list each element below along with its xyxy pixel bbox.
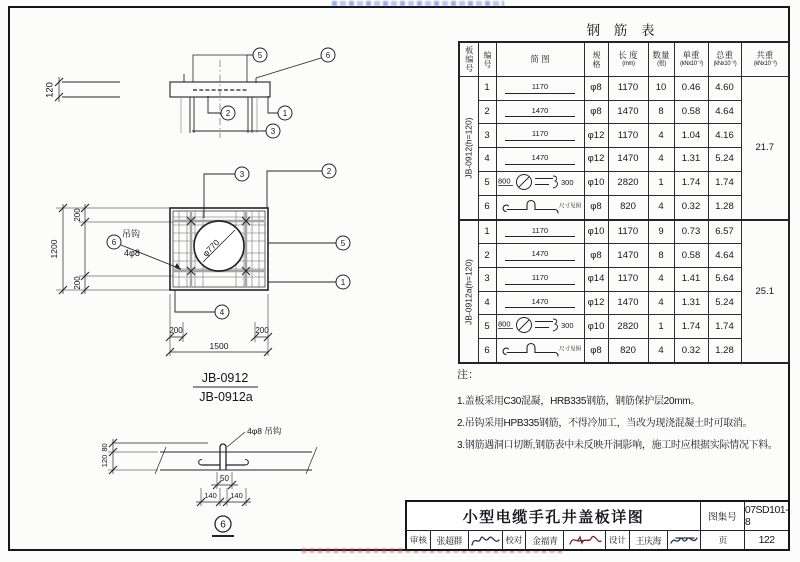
bar-sketch-cell — [496, 339, 584, 363]
sketch-dim-label: 1170 — [531, 273, 549, 283]
bar-sketch-line — [497, 221, 584, 244]
review-signature — [468, 531, 502, 549]
header-length: 长 度 (mm) — [608, 42, 648, 77]
sketch-dim-label: 1470 — [531, 153, 549, 163]
bar-sketch-cell — [496, 195, 584, 219]
plan-width-dim: 1500 — [209, 341, 229, 351]
callout-bubble-3: 3 — [270, 127, 276, 136]
plan-callout-3: 3 — [239, 170, 245, 179]
bar-spec-cell: φ10 — [584, 171, 608, 195]
callout-bubble-2: 2 — [225, 109, 231, 118]
svg-text:300: 300 — [561, 321, 574, 331]
bar-length-cell: 1170 — [608, 124, 648, 148]
rebar-row — [459, 244, 789, 268]
bar-qty-cell: 8 — [648, 244, 674, 268]
bar-sketch-line — [497, 77, 584, 100]
bar-no-cell: 5 — [478, 171, 496, 195]
detail-bubble-6: 6 — [220, 519, 226, 531]
bar-length-cell: 1470 — [608, 148, 648, 172]
title-block — [405, 500, 790, 551]
header-sketch: 简 图 — [496, 42, 584, 77]
bar-line-glyph — [505, 236, 575, 237]
signature-stroke — [469, 533, 501, 548]
bar-total-weight-cell: 4.64 — [708, 244, 741, 268]
bar-sketch-line — [497, 148, 584, 171]
bar-no-cell: 2 — [478, 100, 496, 124]
bar-sketch-line — [497, 292, 584, 315]
design-signature — [667, 531, 701, 549]
notes — [457, 366, 790, 457]
bar-no-cell: 4 — [478, 291, 496, 315]
bar-sketch-cell — [496, 77, 584, 101]
bar-sketch-cell — [496, 100, 584, 124]
header-total-weight: 总重 (kNx10⁻²) — [708, 42, 741, 77]
plan-callout-1: 1 — [340, 278, 346, 287]
hook-spec-label: 4φ8 — [124, 248, 140, 258]
bar-unit-weight-cell: 1.74 — [674, 315, 708, 339]
bar-spec-cell: φ8 — [584, 100, 608, 124]
plan-title-line1: JB-0912 — [201, 371, 249, 385]
title-block-row1 — [407, 502, 788, 531]
plan-top-seg-dim: 200 — [73, 208, 82, 222]
rebar-row — [459, 268, 789, 292]
bar-line-glyph — [505, 260, 575, 261]
bar-line-glyph — [505, 307, 575, 308]
bar-qty-cell: 4 — [648, 195, 674, 219]
rebar-table — [458, 41, 790, 364]
callout-bubble-1: 1 — [282, 109, 288, 118]
review-label: 审核 — [409, 535, 427, 545]
sketch-dim-label: 1470 — [531, 105, 549, 115]
notes-label: 注： — [457, 369, 479, 381]
bar-spec-cell: φ12 — [584, 124, 608, 148]
plan-bottom-seg-dim: 200 — [73, 276, 82, 290]
bar-no-cell: 4 — [478, 148, 496, 172]
bar-sketch-cell — [496, 268, 584, 292]
bar-total-weight-cell: 5.24 — [708, 148, 741, 172]
check-signature — [563, 531, 605, 549]
bar-spec-cell: φ14 — [584, 268, 608, 292]
bar-spec-cell: φ8 — [584, 195, 608, 219]
sketch-dim-label: 1170 — [531, 225, 549, 235]
signature-stroke — [668, 533, 700, 548]
bar-total-weight-cell: 1.74 — [708, 315, 741, 339]
sketch-dim-label: 1170 — [531, 82, 549, 92]
rebar-row — [459, 171, 789, 195]
bar-total-weight-cell: 6.57 — [708, 220, 741, 244]
bar-sketch-line — [497, 101, 584, 124]
bar-sketch-cell — [496, 124, 584, 148]
plate-id-cell: JB-0912(h=120) — [459, 77, 478, 220]
sum-weight-cell: 21.7 — [741, 77, 789, 220]
bar-total-weight-cell: 1.28 — [708, 195, 741, 219]
rebar-row — [459, 195, 789, 219]
atlas-no-label: 图集号 — [700, 502, 744, 530]
bar-spec-cell: φ10 — [584, 315, 608, 339]
bar-no-cell: 6 — [478, 339, 496, 363]
bar-total-weight-cell: 4.16 — [708, 124, 741, 148]
bar-line-glyph — [505, 93, 575, 94]
bar-total-weight-cell: 5.64 — [708, 268, 741, 292]
page-label: 页 — [700, 531, 744, 549]
hook-left-dim: 140 — [204, 491, 217, 500]
bar-qty-cell: 4 — [648, 148, 674, 172]
bar-unit-weight-cell: 0.58 — [674, 100, 708, 124]
header-unit-weight: 单重 (kNx10⁻²) — [674, 42, 708, 77]
bar-sketch-line — [497, 124, 584, 147]
hole-diameter-label: φ770 — [200, 237, 222, 259]
callout-bubble-5: 5 — [257, 51, 263, 60]
bar-unit-weight-cell: 1.31 — [674, 148, 708, 172]
bar-sketch-cell — [496, 315, 584, 339]
bar-line-glyph — [505, 164, 575, 165]
bar-no-cell: 3 — [478, 124, 496, 148]
svg-text:尺寸见图: 尺寸见图 — [559, 203, 582, 210]
bar-qty-cell: 4 — [648, 124, 674, 148]
sheet-title: 小型电缆手孔井盖板详图 — [462, 508, 645, 526]
bar-total-weight-cell: 4.64 — [708, 100, 741, 124]
sum-weight-cell: 25.1 — [741, 220, 789, 364]
bar-length-cell: 2820 — [608, 315, 648, 339]
bar-unit-weight-cell: 1.04 — [674, 124, 708, 148]
bar-spec-cell: φ10 — [584, 220, 608, 244]
bar-no-cell: 5 — [478, 315, 496, 339]
bar-unit-weight-cell: 1.74 — [674, 171, 708, 195]
bar-sketch-cell — [496, 244, 584, 268]
bar-qty-cell: 1 — [648, 315, 674, 339]
bar-length-cell: 820 — [608, 195, 648, 219]
bar-total-weight-cell: 1.74 — [708, 171, 741, 195]
bar-sketch-line — [497, 244, 584, 267]
rebar-row — [459, 339, 789, 363]
bar-line-glyph — [505, 140, 575, 141]
check-name: 金福青 — [525, 531, 563, 549]
bar-no-cell: 3 — [478, 268, 496, 292]
rebar-row — [459, 100, 789, 124]
bar-qty-cell: 4 — [648, 339, 674, 363]
rebar-row — [459, 315, 789, 339]
rebar-row — [459, 77, 789, 101]
hoop-sketch — [497, 172, 583, 192]
hook-sketch — [497, 339, 583, 359]
plan-height-dim: 1200 — [49, 239, 59, 259]
plan-left-seg-dim: 200 — [169, 326, 183, 335]
bar-total-weight-cell: 5.24 — [708, 291, 741, 315]
hook-label: 吊钩 — [122, 229, 141, 239]
plan-title — [193, 371, 258, 404]
design-label: 设计 — [605, 531, 629, 549]
note-item-1: 1.盖板采用C30混凝，HRB335钢筋，钢筋保护层20mm。 — [457, 396, 700, 407]
bar-length-cell: 1170 — [608, 268, 648, 292]
svg-text:尺寸见图: 尺寸见图 — [559, 346, 582, 353]
bar-length-cell: 1170 — [608, 220, 648, 244]
title-block-row2 — [407, 531, 788, 549]
rebar-row — [459, 124, 789, 148]
bar-length-cell: 1470 — [608, 100, 648, 124]
svg-text:300: 300 — [561, 177, 574, 187]
header-sum-weight: 共重 (kNx10⁻²) — [741, 42, 789, 77]
plan-right-seg-dim: 200 — [255, 326, 269, 335]
bar-no-cell: 6 — [478, 195, 496, 219]
header-bar-no: 编号 — [478, 42, 496, 77]
hook-above-dim: 80 — [100, 443, 109, 452]
bar-no-cell: 1 — [478, 77, 496, 101]
check-label: 校对 — [502, 531, 526, 549]
hook-detail-label: 4φ8 吊钩 — [247, 426, 282, 436]
plan-view — [49, 164, 350, 356]
bar-qty-cell: 9 — [648, 220, 674, 244]
rebar-row — [459, 148, 789, 172]
bar-length-cell: 1470 — [608, 244, 648, 268]
bar-sketch-cell — [496, 171, 584, 195]
design-name: 王庆海 — [629, 531, 667, 549]
sketch-dim-label: 1470 — [531, 249, 549, 259]
bar-length-cell: 1170 — [608, 77, 648, 101]
bar-qty-cell: 4 — [648, 291, 674, 315]
bar-total-weight-cell: 1.28 — [708, 339, 741, 363]
svg-text:800: 800 — [498, 319, 511, 329]
table-header-row — [459, 42, 789, 77]
section-thickness-dim: 120 — [44, 82, 56, 98]
bar-unit-weight-cell: 0.58 — [674, 244, 708, 268]
bar-spec-cell: φ12 — [584, 291, 608, 315]
bar-spec-cell: φ8 — [584, 339, 608, 363]
bar-spec-cell: φ12 — [584, 148, 608, 172]
header-plate-no: 板编号 — [459, 42, 478, 77]
atlas-no-value: 07SD101-8 — [744, 504, 788, 528]
bar-length-cell: 820 — [608, 339, 648, 363]
review-name: 张超群 — [430, 531, 468, 549]
bar-unit-weight-cell: 0.46 — [674, 77, 708, 101]
callout-bubble-6: 6 — [325, 51, 331, 60]
bar-unit-weight-cell: 0.32 — [674, 195, 708, 219]
bar-unit-weight-cell: 0.73 — [674, 220, 708, 244]
svg-text:800: 800 — [498, 176, 511, 186]
rebar-row — [459, 220, 789, 244]
bar-sketch-cell — [496, 220, 584, 244]
bar-sketch-line — [497, 268, 584, 291]
plan-callout-2: 2 — [326, 167, 332, 176]
hook-sketch — [497, 196, 583, 216]
rebar-row — [459, 291, 789, 315]
section-view — [45, 48, 336, 138]
plan-callout-6: 6 — [111, 238, 117, 247]
bar-length-cell: 1470 — [608, 291, 648, 315]
hook-thickness-dim: 120 — [100, 454, 109, 468]
bar-qty-cell: 1 — [648, 171, 674, 195]
bar-line-glyph — [505, 284, 575, 285]
sketch-dim-label: 1470 — [531, 296, 549, 306]
bar-unit-weight-cell: 1.41 — [674, 268, 708, 292]
bar-qty-cell: 8 — [648, 100, 674, 124]
bar-length-cell: 2820 — [608, 171, 648, 195]
bar-sketch-cell — [496, 291, 584, 315]
bar-unit-weight-cell: 1.31 — [674, 291, 708, 315]
note-item-2: 2.吊钩采用HPB335钢筋，不得冷加工，当改为现浇混凝土时可取消。 — [457, 418, 753, 429]
note-item-3: 3.钢筋遇洞口切断,钢筋表中未反映开洞影响，施工时应根据实际情况下料。 — [457, 440, 778, 451]
bar-total-weight-cell: 4.60 — [708, 77, 741, 101]
header-spec: 规格 — [584, 42, 608, 77]
bar-no-cell: 1 — [478, 220, 496, 244]
hook-legs-dim: 50 — [220, 474, 229, 483]
bar-spec-cell: φ8 — [584, 77, 608, 101]
hoop-sketch — [497, 315, 583, 335]
bar-unit-weight-cell: 0.32 — [674, 339, 708, 363]
page-number: 122 — [744, 531, 788, 549]
bar-sketch-cell — [496, 148, 584, 172]
header-qty: 数量 (根) — [648, 42, 674, 77]
plan-title-line2: JB-0912a — [199, 390, 253, 404]
rebar-table-title: 钢 筋 表 — [586, 23, 660, 38]
signature-stroke — [566, 533, 604, 548]
plate-id-cell: JB-0912a(h=120) — [459, 220, 478, 364]
bar-qty-cell: 10 — [648, 77, 674, 101]
plan-callout-5: 5 — [340, 239, 346, 248]
bar-no-cell: 2 — [478, 244, 496, 268]
bar-spec-cell: φ8 — [584, 244, 608, 268]
hook-right-dim: 140 — [230, 491, 243, 500]
sketch-dim-label: 1170 — [531, 129, 549, 139]
plan-callout-4: 4 — [219, 308, 225, 317]
bar-qty-cell: 4 — [648, 268, 674, 292]
hook-detail — [100, 426, 317, 536]
bar-line-glyph — [505, 116, 575, 117]
